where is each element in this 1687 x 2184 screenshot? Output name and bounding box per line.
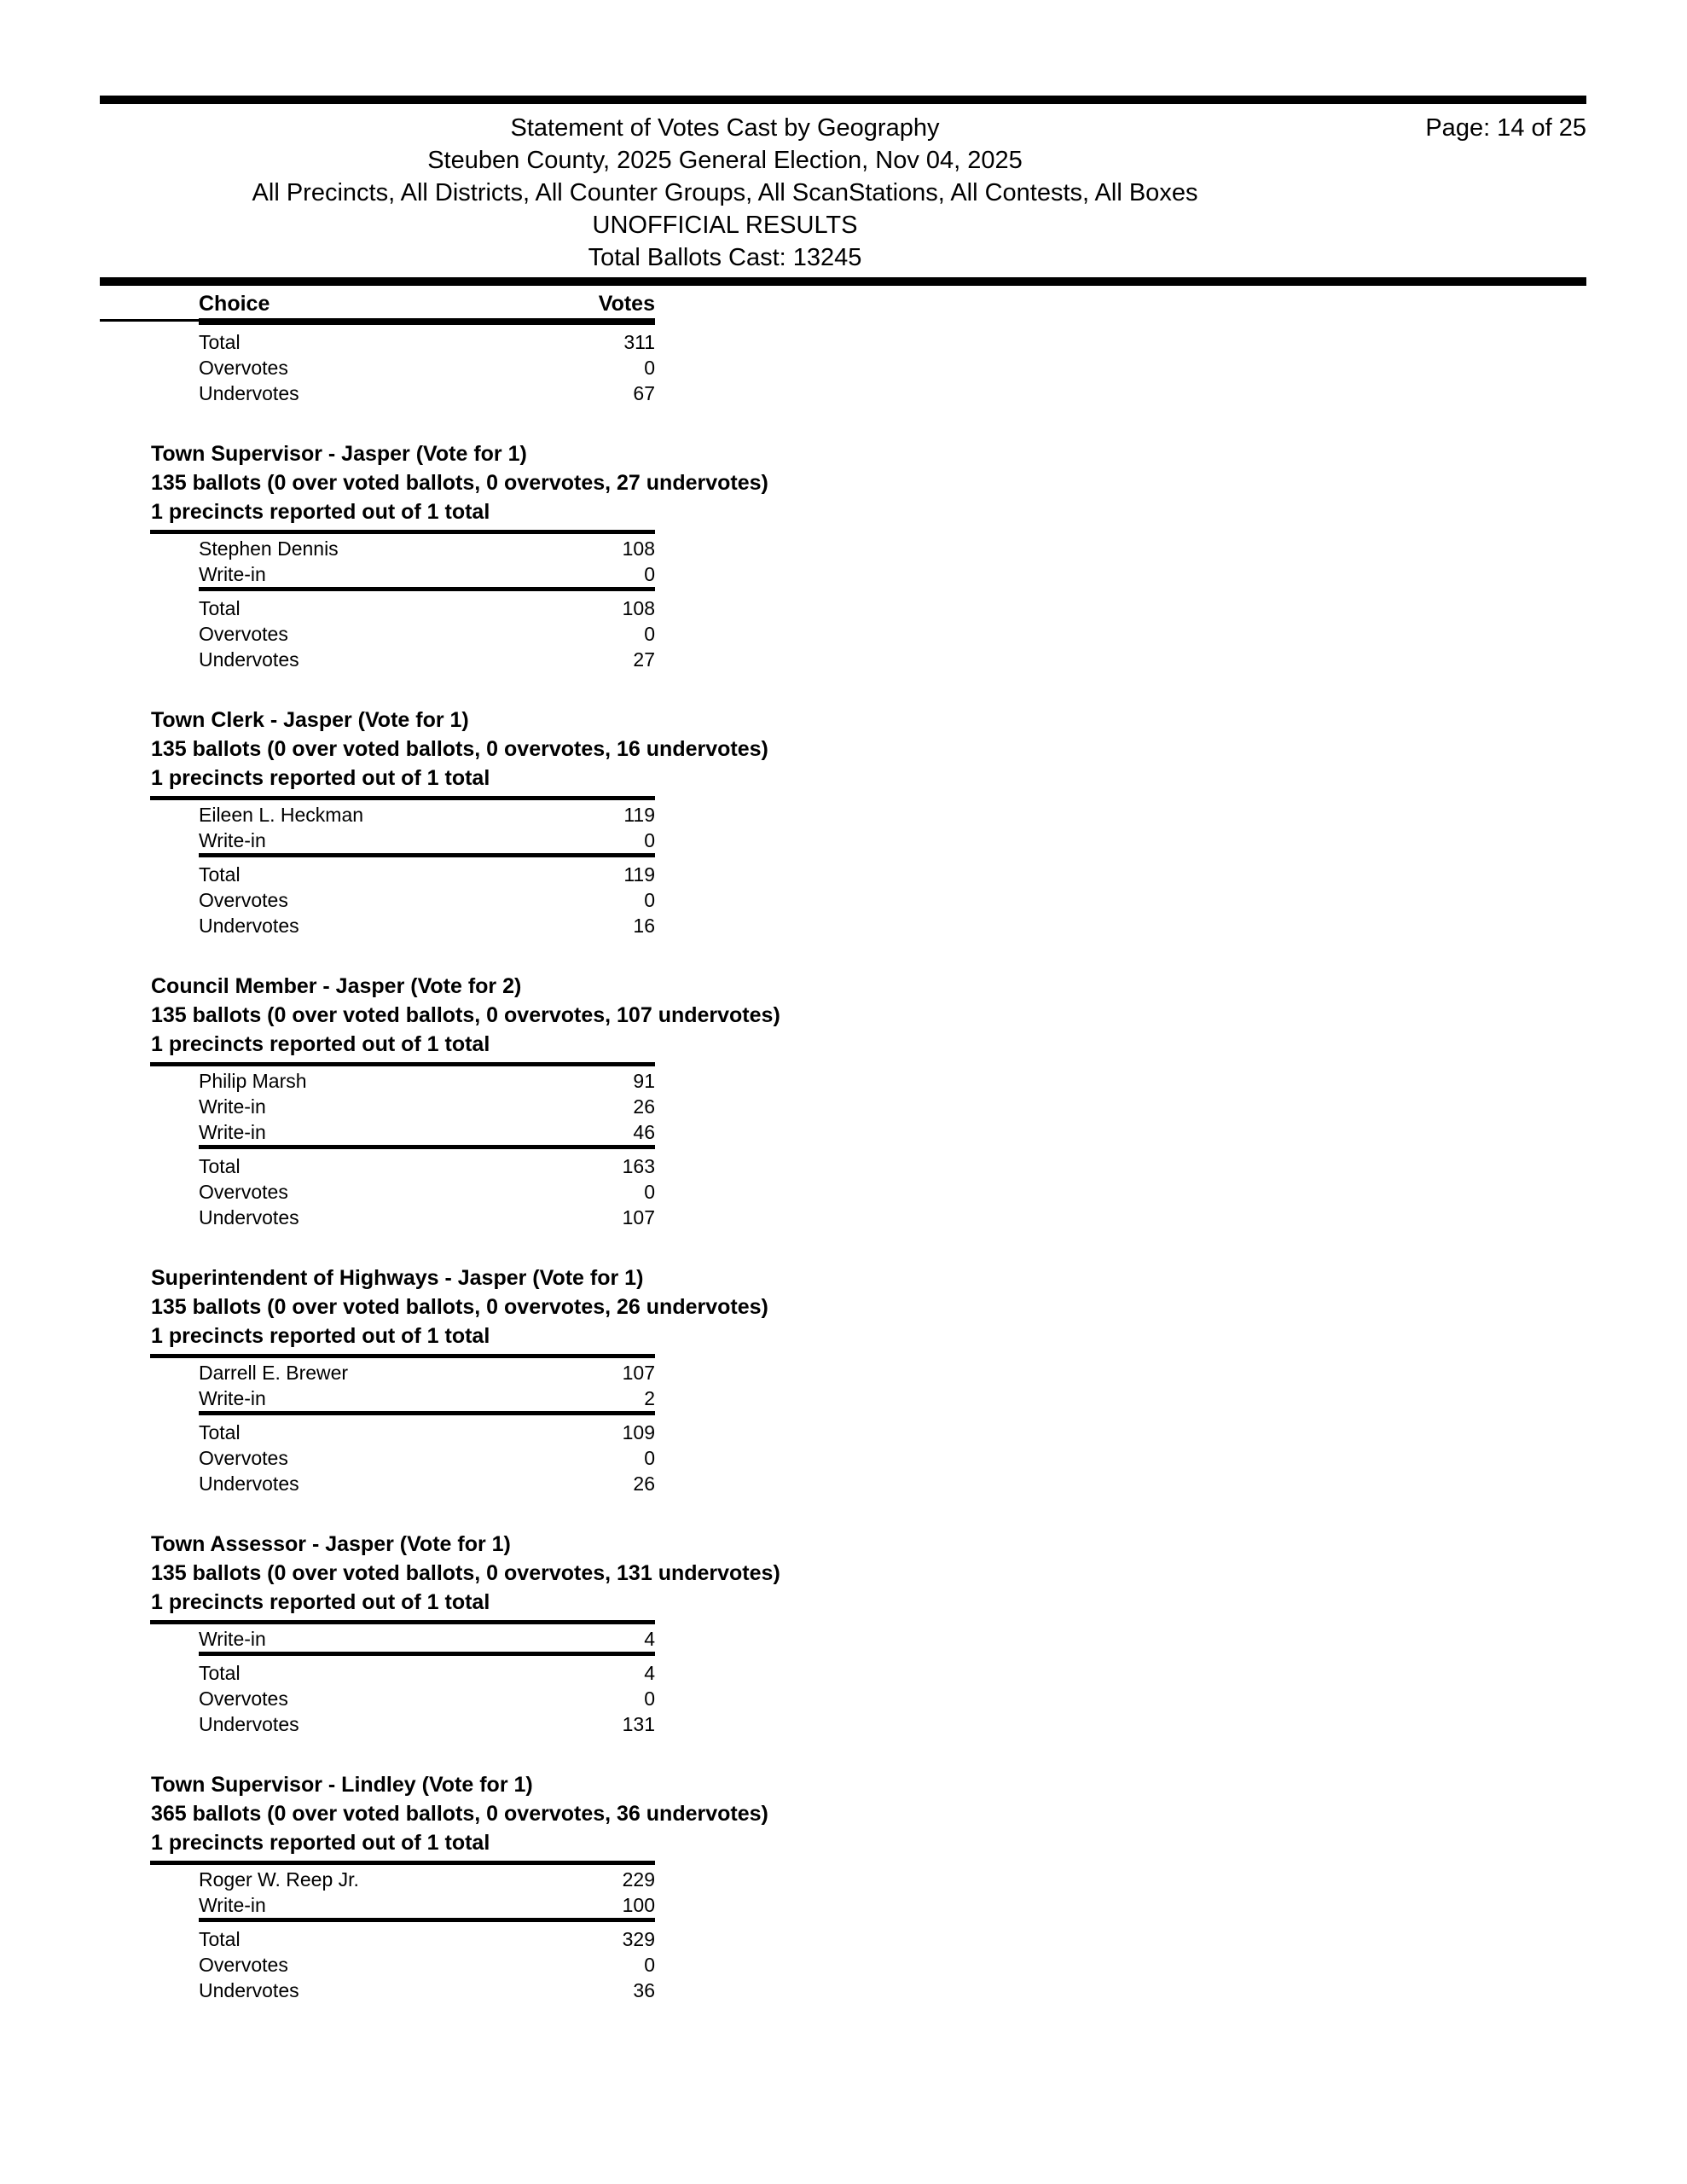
report-subtitle-election: Steuben County, 2025 General Election, Nov 04, 2025	[427, 147, 1023, 174]
choice-label: Overvotes	[199, 357, 288, 379]
header-rule-bar	[100, 277, 1586, 286]
result-row-candidate-1	[100, 561, 655, 587]
result-row-candidate-1	[100, 1094, 655, 1119]
contest-precincts-line: 1 precincts reported out of 1 total	[151, 1032, 490, 1056]
section-totals-rule	[199, 587, 655, 591]
votes-value: 2	[644, 1387, 655, 1409]
choice-label: Undervotes	[199, 915, 299, 937]
page-number-label: Page: 14 of 25	[1425, 114, 1586, 142]
contest-title: Town Clerk - Jasper (Vote for 1)	[151, 708, 469, 732]
section-top-rule	[150, 1062, 655, 1066]
votes-value: 0	[644, 889, 655, 911]
contest-ballots-line: 135 ballots (0 over voted ballots, 0 overvotes, 107 undervotes)	[151, 1003, 780, 1027]
choice-label: Total	[199, 331, 241, 353]
votes-value: 311	[623, 331, 655, 353]
contest-section	[100, 706, 768, 938]
choice-label: Write-in	[199, 1387, 266, 1409]
votes-value: 0	[644, 1447, 655, 1469]
result-row-candidate-0	[100, 802, 655, 828]
report-title: Statement of Votes Cast by Geography	[510, 114, 940, 142]
choice-label: Write-in	[199, 829, 266, 851]
choice-label: Overvotes	[199, 1687, 288, 1710]
choice-label: Overvotes	[199, 623, 288, 645]
result-row-total-1	[100, 1952, 655, 1978]
result-row-total-2	[100, 1205, 655, 1230]
choice-label: Write-in	[199, 563, 266, 585]
votes-value: 163	[622, 1155, 655, 1177]
contest-ballots-line: 135 ballots (0 over voted ballots, 0 overvotes, 26 undervotes)	[151, 1295, 768, 1319]
result-row-carryover-0	[100, 329, 655, 355]
votes-value: 119	[623, 863, 655, 886]
table-header-row	[100, 290, 655, 318]
choice-label: Total	[199, 863, 241, 886]
contest-section	[100, 439, 768, 672]
contest-title: Town Assessor - Jasper (Vote for 1)	[151, 1532, 511, 1556]
choice-label: Undervotes	[199, 1206, 299, 1228]
choice-label: Eileen L. Heckman	[199, 804, 364, 826]
result-row-total-0	[100, 1153, 655, 1179]
result-row-total-1	[100, 887, 655, 913]
result-row-candidate-0	[100, 1068, 655, 1094]
choice-label: Write-in	[199, 1095, 266, 1118]
contest-title: Town Supervisor - Lindley (Vote for 1)	[151, 1773, 533, 1797]
result-row-total-2	[100, 913, 655, 938]
report-header	[100, 112, 1350, 274]
results-table	[100, 290, 780, 2003]
result-row-candidate-0	[100, 1867, 655, 1892]
result-row-carryover-1	[100, 355, 655, 380]
choice-label: Overvotes	[199, 1447, 288, 1469]
choice-label: Undervotes	[199, 382, 299, 404]
votes-value: 109	[622, 1421, 655, 1443]
contest-section	[100, 1263, 768, 1496]
votes-value: 131	[622, 1713, 655, 1735]
votes-value: 0	[644, 357, 655, 379]
votes-value: 119	[623, 804, 655, 826]
result-row-total-1	[100, 1179, 655, 1205]
report-subtitle-filters: All Precincts, All Districts, All Counter Groups, All ScanStations, All Contests, All Boxes	[252, 179, 1198, 206]
votes-value: 4	[644, 1662, 655, 1684]
contest-precincts-line: 1 precincts reported out of 1 total	[151, 766, 490, 790]
votes-value: 107	[622, 1206, 655, 1228]
result-row-candidate-0	[100, 1360, 655, 1385]
choice-label: Undervotes	[199, 1472, 299, 1495]
votes-value: 0	[644, 563, 655, 585]
contest-ballots-line: 135 ballots (0 over voted ballots, 0 overvotes, 16 undervotes)	[151, 737, 768, 761]
result-row-total-1	[100, 1686, 655, 1711]
section-totals-rule	[199, 1652, 655, 1656]
choice-label: Total	[199, 1662, 241, 1684]
choice-label: Philip Marsh	[199, 1070, 307, 1092]
section-totals-rule	[199, 853, 655, 857]
choice-label: Roger W. Reep Jr.	[199, 1868, 359, 1891]
votes-value: 0	[644, 1687, 655, 1710]
choice-label: Total	[199, 1928, 241, 1950]
result-row-total-0	[100, 1660, 655, 1686]
result-row-total-2	[100, 1471, 655, 1496]
table-header-rule	[100, 318, 655, 325]
result-row-total-0	[100, 1420, 655, 1445]
votes-column-header: Votes	[598, 292, 655, 316]
section-top-rule	[150, 796, 655, 800]
choice-label: Overvotes	[199, 889, 288, 911]
choice-label: Darrell E. Brewer	[199, 1362, 349, 1384]
contest-section	[100, 1770, 768, 2003]
choice-label: Undervotes	[199, 1979, 299, 2001]
votes-value: 16	[633, 915, 655, 937]
votes-value: 0	[644, 623, 655, 645]
choice-label: Overvotes	[199, 1954, 288, 1976]
result-row-candidate-1	[100, 828, 655, 853]
choice-column-header: Choice	[199, 292, 270, 316]
choice-label: Total	[199, 597, 241, 619]
contest-section	[100, 972, 780, 1230]
top-rule-bar	[100, 96, 1586, 104]
votes-value: 108	[622, 597, 655, 619]
contest-title: Town Supervisor - Jasper (Vote for 1)	[151, 442, 527, 466]
choice-label: Undervotes	[199, 1713, 299, 1735]
result-row-total-0	[100, 862, 655, 887]
result-row-total-2	[100, 647, 655, 672]
votes-value: 100	[622, 1894, 655, 1916]
result-row-total-2	[100, 1711, 655, 1737]
result-row-total-1	[100, 621, 655, 647]
contest-ballots-line: 365 ballots (0 over voted ballots, 0 overvotes, 36 undervotes)	[151, 1802, 768, 1826]
contest-title: Superintendent of Highways - Jasper (Vote for 1)	[151, 1266, 644, 1290]
result-row-candidate-0	[100, 1626, 655, 1652]
carryover-totals-block	[100, 329, 655, 406]
votes-value: 91	[633, 1070, 655, 1092]
result-row-candidate-1	[100, 1892, 655, 1918]
votes-value: 329	[622, 1928, 655, 1950]
contest-title: Council Member - Jasper (Vote for 2)	[151, 974, 522, 998]
result-row-total-0	[100, 595, 655, 621]
choice-label: Write-in	[199, 1121, 266, 1143]
votes-value: 46	[633, 1121, 655, 1143]
contest-ballots-line: 135 ballots (0 over voted ballots, 0 overvotes, 27 undervotes)	[151, 471, 768, 495]
votes-value: 0	[644, 1954, 655, 1976]
section-top-rule	[150, 1861, 655, 1865]
contest-section	[100, 1530, 780, 1737]
result-row-total-2	[100, 1978, 655, 2003]
choice-label: Overvotes	[199, 1181, 288, 1203]
result-row-total-0	[100, 1926, 655, 1952]
votes-value: 108	[622, 537, 655, 560]
contest-precincts-line: 1 precincts reported out of 1 total	[151, 1590, 490, 1614]
votes-value: 229	[622, 1868, 655, 1891]
result-row-carryover-2	[100, 380, 655, 406]
result-row-total-1	[100, 1445, 655, 1471]
choice-label: Total	[199, 1421, 241, 1443]
votes-value: 107	[622, 1362, 655, 1384]
section-totals-rule	[199, 1411, 655, 1415]
votes-value: 4	[644, 1628, 655, 1650]
contest-precincts-line: 1 precincts reported out of 1 total	[151, 1324, 490, 1348]
votes-value: 36	[633, 1979, 655, 2001]
section-totals-rule	[199, 1918, 655, 1922]
votes-value: 26	[633, 1095, 655, 1118]
contest-ballots-line: 135 ballots (0 over voted ballots, 0 overvotes, 131 undervotes)	[151, 1561, 780, 1585]
choice-label: Write-in	[199, 1894, 266, 1916]
section-totals-rule	[199, 1145, 655, 1149]
result-row-candidate-0	[100, 536, 655, 561]
choice-label: Write-in	[199, 1628, 266, 1650]
contest-precincts-line: 1 precincts reported out of 1 total	[151, 1831, 490, 1855]
votes-value: 0	[644, 829, 655, 851]
section-top-rule	[150, 1620, 655, 1624]
votes-value: 67	[633, 382, 655, 404]
contest-precincts-line: 1 precincts reported out of 1 total	[151, 500, 490, 524]
result-row-candidate-2	[100, 1119, 655, 1145]
votes-value: 0	[644, 1181, 655, 1203]
choice-label: Undervotes	[199, 648, 299, 671]
choice-label: Total	[199, 1155, 241, 1177]
contest-sections	[100, 439, 780, 2003]
votes-value: 27	[633, 648, 655, 671]
section-top-rule	[150, 530, 655, 534]
choice-label: Stephen Dennis	[199, 537, 339, 560]
report-total-ballots: Total Ballots Cast: 13245	[588, 244, 862, 271]
report-status: UNOFFICIAL RESULTS	[592, 212, 858, 239]
result-row-candidate-1	[100, 1385, 655, 1411]
section-top-rule	[150, 1354, 655, 1358]
votes-value: 26	[633, 1472, 655, 1495]
